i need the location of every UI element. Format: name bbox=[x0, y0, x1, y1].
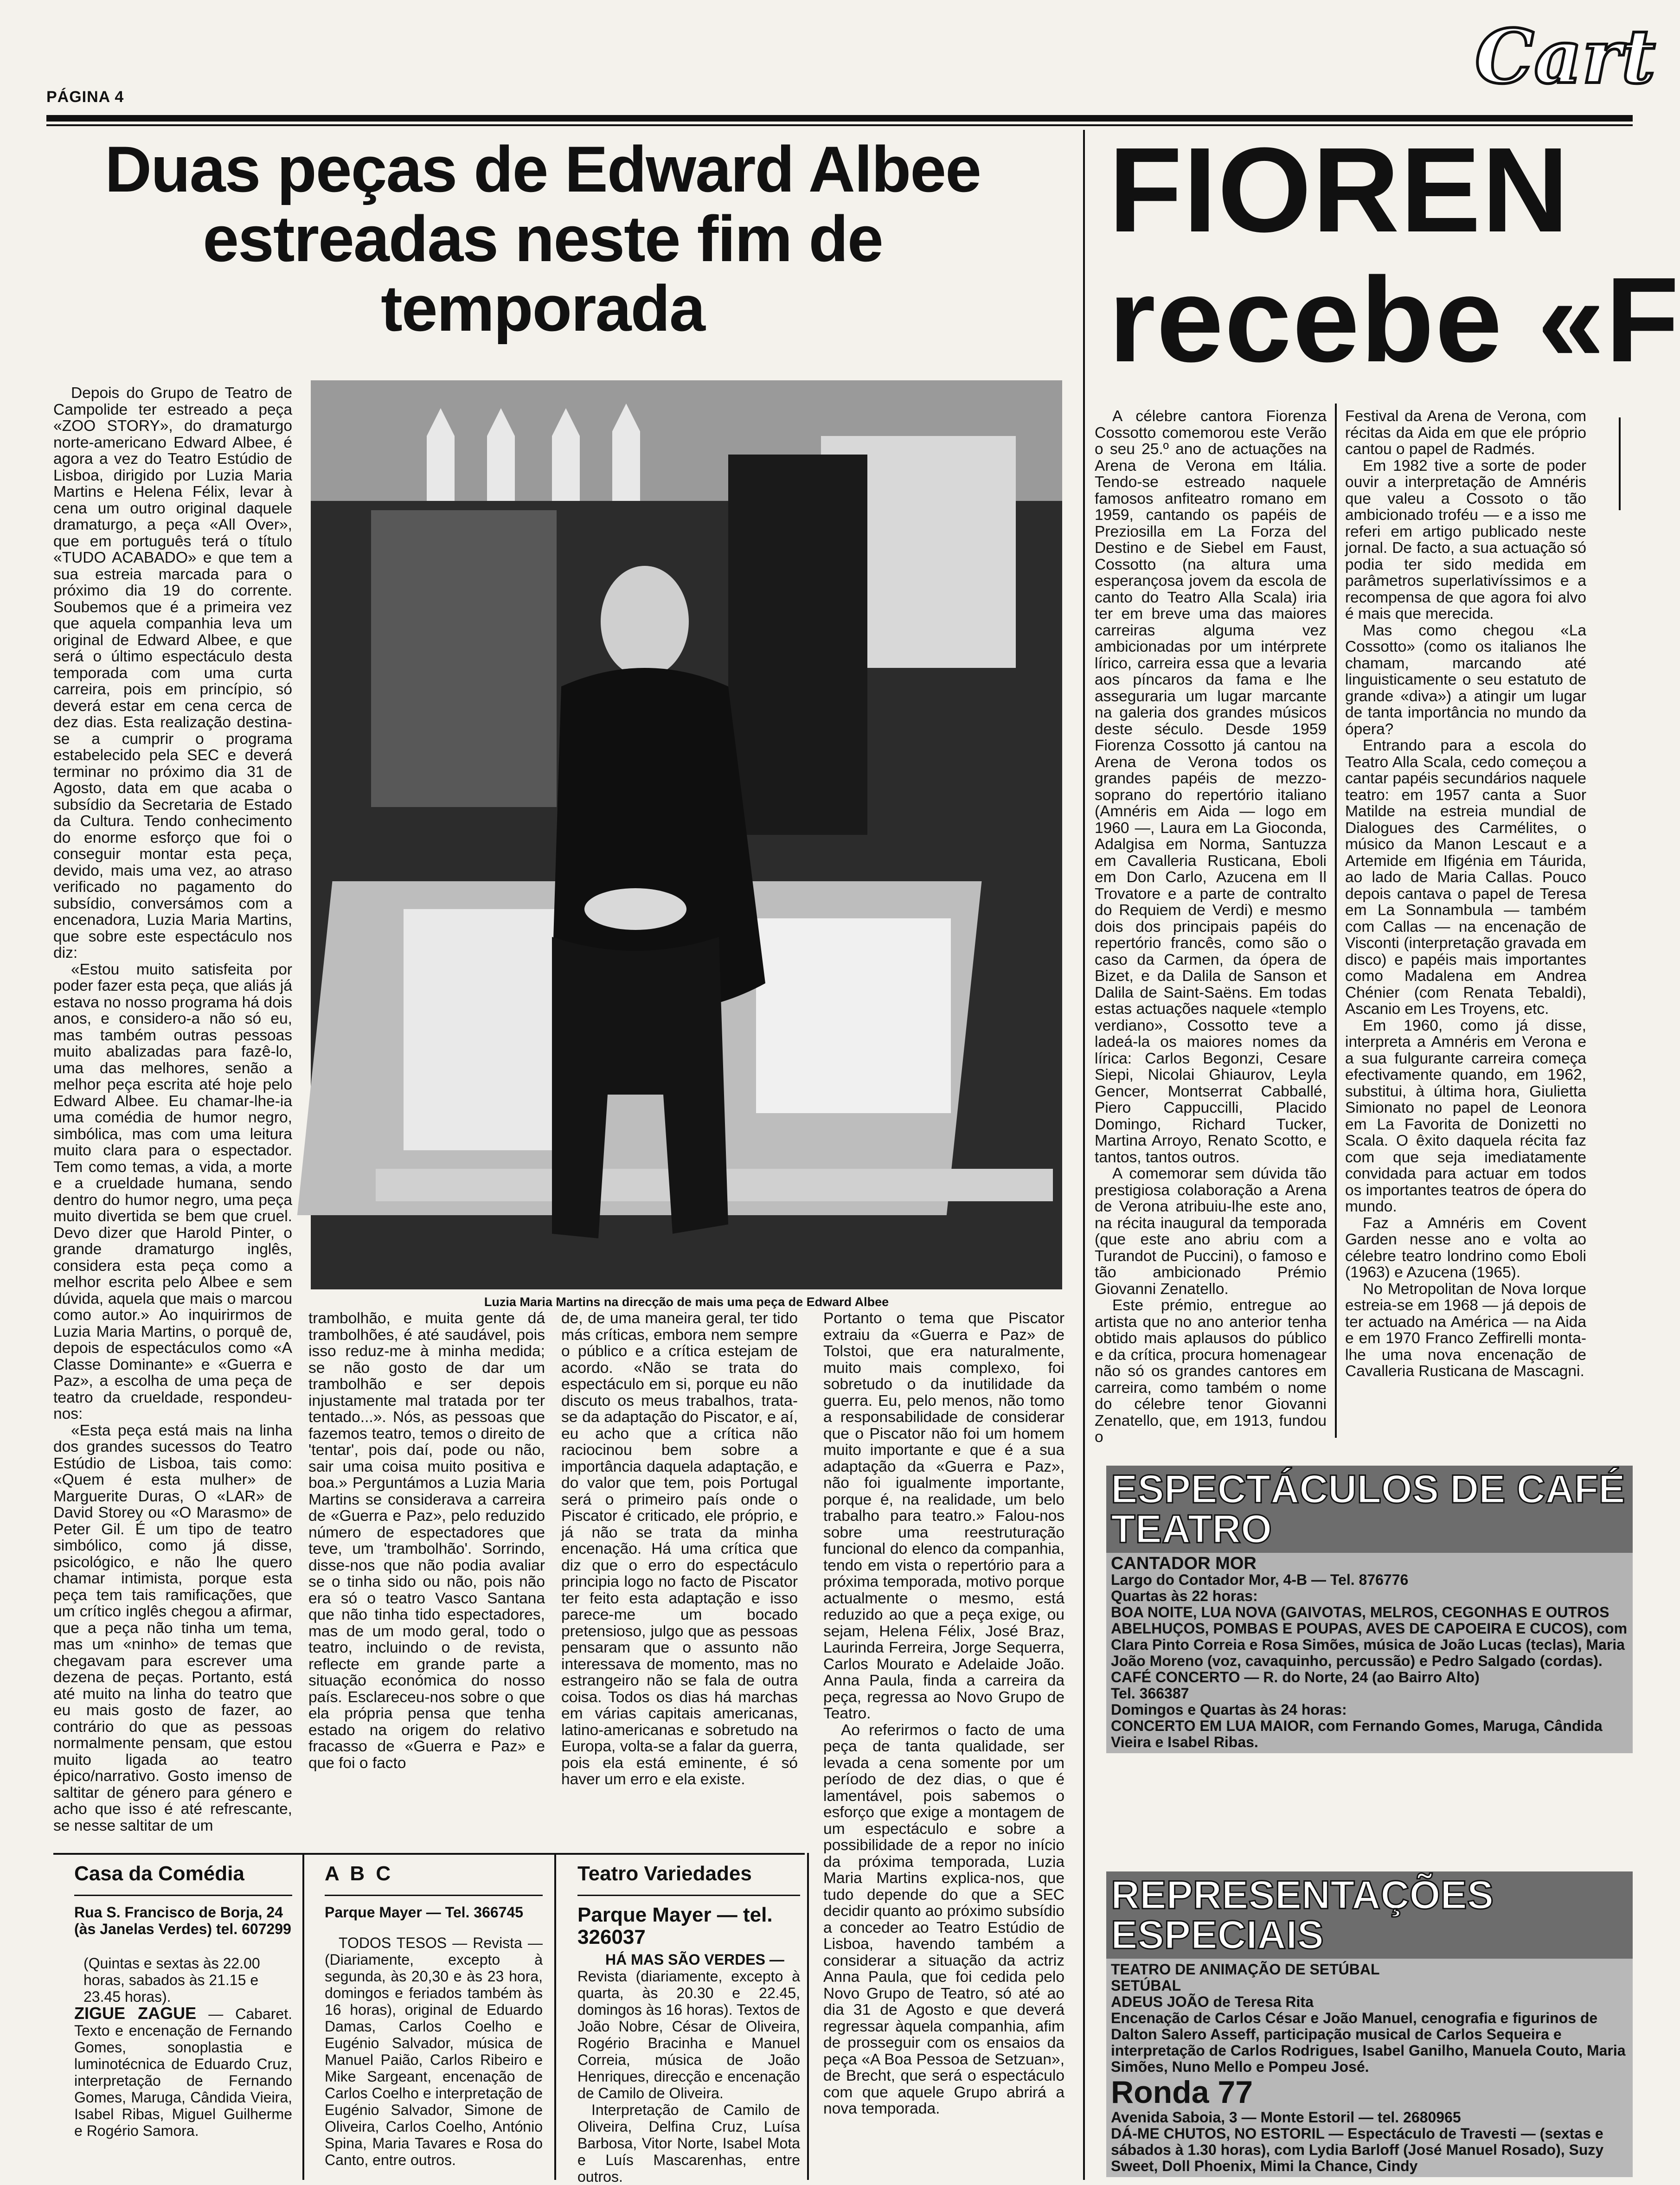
side-headline-line-2: recebe «F bbox=[1109, 253, 1680, 387]
photo-illustration bbox=[311, 380, 1062, 1289]
article-column-3 bbox=[561, 1310, 798, 1841]
venue-phone-2: Tel. 366387 bbox=[1111, 1685, 1189, 1702]
paragraph: de, de uma maneira geral, ter tido más críticas, embora nem sempre o público e a crítica estejam de acordo. «Não se trata do espectáculo em si, porque eu não discuto os meus trabalhos, trata-se da adaptação do Piscator, e aí, eu acho que a crítica não raciocinou bem sobre a importância daquela adaptação, e do valor que tem, pois Portugal será o primeiro país onde o Piscator é criticado, ele próprio, e já não se trata da minha encenação. Há uma crítica que diz que o erro do espectáculo principia logo no facto de Piscator ter feito esta adaptação e isso parece-me um bocado pretensioso, julgo que as pessoas pensaram que o assunto não interessava de momento, mas no estrangeiro não se fala de outra coisa. Todos os dias há marchas em várias capitais americanas, latino-americanas e sobretudo na Europa, volta-se a falar da guerra, pois ela está eminente, é só haver um erro e ela existe. bbox=[561, 1310, 798, 1788]
show-credits: Encenação de Carlos César e João Manuel, cenografia e figurinos de Dalton Salero Asseff, participação musical de Carlos Sequeira e interpretação de Carlos Rodrigues, Isabel Ganilho, Manuela Couto, Maria Simões, Nuno Mello e Pompeu José. bbox=[1111, 2010, 1626, 2075]
listing-details bbox=[74, 2005, 292, 2139]
paragraph: Festival da Arena de Verona, com récitas da Aida em que ele próprio cantou o papel de Radmés. bbox=[1345, 408, 1586, 458]
venue-city: SETÚBAL bbox=[1111, 1977, 1181, 1994]
venue-address: Largo do Contador Mor, 4-B — Tel. 876776 bbox=[1111, 1571, 1409, 1588]
listing-title-rule bbox=[325, 1895, 543, 1896]
paragraph: Em 1960, como já disse, interpreta a Amnéris em Verona e a sua fulgurante carreira começa efectivamente quando, em 1962, substitui, à última hora, Giulietta Simionato no papel de Leonora em La Favorita de Donizetti no Scala. O êxito daquela récita faz com que seja imediatamente convidada para actuar em todos os importantes teatros de ópera do mundo. bbox=[1345, 1017, 1586, 1215]
paragraph: trambolhão, e muita gente dá trambolhões, é até saudável, pois isso reduz-me à minha medida; se não gosto de dar um trambolhão e ser depois injustamente mal tratada por ter tentado...». Nós, as pessoas que fazemos teatro, temos o direito de 'tentar', pois daí, pode ou não, sair uma coisa muito positiva e boa.» Perguntámos a Luzia Maria Martins se considerava a carreira de «Guerra e Paz», pelo reduzido número de espectadores que teve, um 'trambolhão'. Sorrindo, disse-nos que não podia avaliar se o tinha sido ou não, pois não era só o teatro Vasco Santana que não tinha tido espectadores, mas de um modo geral, todo o teatro, incluindo o de revista, reflecte em grande parte a situação económica do nosso país. Esclareceu-nos sobre o que ela própria pensa que tenha estado na origem do relativo fracasso de «Guerra e Paz» e que foi o facto bbox=[308, 1310, 545, 1772]
paragraph: Mas como chegou «La Cossotto» (como os italianos lhe chamam, marcando até linguisticamente o seu estatuto de grande «diva») a atingir um lugar de tanta importância no mundo da ópera? bbox=[1345, 622, 1586, 738]
listings-divider bbox=[807, 1853, 809, 2180]
venue-name-2: CAFÉ CONCERTO — R. do Norte, 24 (ao Bairro Alto) bbox=[1111, 1669, 1480, 1685]
cafe-teatro-body bbox=[1106, 1553, 1633, 1753]
masthead-rule bbox=[46, 115, 1633, 122]
ronda-show: DÁ-ME CHUTOS, NO ESTORIL — Espectáculo de Travesti — (sextas e sábados à 1.30 horas), com Lydia Barloff (José Manuel Rosado), Suzy Sweet, Doll Phoenix, Mimi la Chance, Cindy bbox=[1111, 2125, 1604, 2174]
paragraph: Faz a Amnéris em Covent Garden nesse ano e volta ao célebre teatro londrino como Eboli (1963) e Azucena (1965). bbox=[1345, 1214, 1586, 1281]
listings-rule bbox=[53, 1853, 805, 1855]
paragraph: Ao referirmos o facto de uma peça de tanta qualidade, ser levada a cena somente por um período de dez dias, o que é lamentável, pois sabemos o esforço que exige a montagem de um espectáculo e sobre a possibilidade de a repor no início da próxima temporada, Luzia Maria Martins explica-nos, que tudo depende do que a SEC decidir quanto ao próximo subsídio a conceder ao Teatro Estúdio de Lisboa, havendo também a considerar a situação da actriz Anna Paula, que foi cedida pelo Novo Grupo de Teatro, só até ao dia 31 de Agosto e que deverá regressar àquela companhia, afim de prosseguir com os ensaios da peça «A Boa Pessoa de Setzuan», de Brecht, que será o espectáculo com que aquele Grupo abrirá a nova temporada. bbox=[823, 1721, 1064, 2117]
listings-divider bbox=[302, 1853, 304, 2180]
page-number: PÁGINA 4 bbox=[46, 88, 124, 106]
ronda-title: Ronda 77 bbox=[1111, 2075, 1253, 2110]
listing-address: Parque Mayer — tel. 326037 bbox=[577, 1903, 773, 1948]
paragraph: Depois do Grupo de Teatro de Campolide ter estreado a peça «ZOO STORY», do dramaturgo norte-americano Edward Albee, é agora a vez do Teatro Estúdio de Lisboa, dirigido por Luzia Maria Martins e Helena Félix, levar à cena um outro original daquele dramaturgo, a peça «All Over», que em português terá o título «TUDO ACABADO» e que tem a sua estreia marcada para o próximo dia 19 do corrente. Soubemos que é a primeira vez que aquela companhia leva um original de Edward Albee, e que será o último espectáculo desta temporada com uma curta carreira, pois em princípio, só deverá estar em cena cerca de dez dias. Esta realização destina-se a cumprir o programa estabelecido pela SEC e deverá terminar no próximo dia 31 de Agosto, data em que acaba o subsídio da Secretaria de Estado da Cultura. Tendo conhecimento do enorme esforço que foi o conseguir montar esta peça, devido, mais uma vez, ao atraso verificado no pagamento do subsídio, conversámos com a encenadora, Luzia Maria Martins, que sobre este espectáculo nos diz: bbox=[53, 384, 292, 961]
listing-title-rule bbox=[74, 1895, 292, 1896]
representacoes-body bbox=[1106, 1959, 1633, 2177]
article-column-4 bbox=[823, 1310, 1064, 2180]
paragraph: No Metropolitan de Nova Iorque estreia-se em 1968 — já depois de ter actuado na América — na Aida e em 1970 Franco Zeffirelli monta-lhe uma nova encenação de Cavalleria Rusticana de Mascagni. bbox=[1345, 1280, 1586, 1380]
show-description-2: CONCERTO EM LUA MAIOR, com Fernando Gomes, Maruga, Cândida Vieira e Isabel Ribas. bbox=[1111, 1717, 1603, 1750]
column-divider bbox=[1335, 404, 1337, 1438]
side-column-2 bbox=[1345, 408, 1586, 1456]
paragraph: «Estou muito satisfeita por poder fazer esta peça, que aliás já estava no nosso programa há dois anos, e considero-a não só eu, mas também outras pessoas muito abalizadas para fazê-lo, uma das melhores, senão a melhor peça escrita até hoje pelo Edward Albee. Eu chamar-lhe-ia uma comédia de humor negro, simbólica, mas com uma leitura muito clara para o espectador. Tem como temas, a vida, a morte e a crueldade humana, sendo dentro do humor negro, uma peça muito divertida se bem que cruel. Devo dizer que Harold Pinter, o grande dramaturgo inglês, considera esta peça como a melhor escrita pelo Albee e sem dúvida, aquela que mais o marcou como autor.» Ao inquirirmos de Luzia Maria Martins, o porquê de, depois de espectáculos como «A Classe Dominante» e «Guerra e Paz», a escolha de uma peça de teatro da crueldade, respondeu-nos: bbox=[53, 961, 292, 1422]
representacoes-box bbox=[1106, 1871, 1633, 2180]
paragraph: Em 1982 tive a sorte de poder ouvir a interpretação de Amnéris que valeu a Cossoto o tão ambicionado troféu — e a isso me referi em artigo publicado neste jornal. De facto, a sua actuação só podia ter sido medida em parâmetros superlativíssimos e a recompensa de que agora foi alvo é mais que merecida. bbox=[1345, 457, 1586, 622]
venue-name: TEATRO DE ANIMAÇÃO DE SETÚBAL bbox=[1111, 1961, 1380, 1978]
listing-casa-da-comedia bbox=[74, 1862, 292, 2178]
listing-cast: Interpretação de Camilo de Oliveira, Delfina Cruz, Luísa Barbosa, Vitor Norte, Isabel Mota e Luís Mascarenhas, entre outros. bbox=[577, 2102, 800, 2185]
side-headline-line-1: FIOREN bbox=[1109, 123, 1570, 257]
venue-schedule: Quartas às 22 horas: bbox=[1111, 1588, 1258, 1604]
listing-description: Revista (diariamente, excepto à quarta, às 20.30 e 22.45, domingos às 16 horas). Textos de João Nobre, César de Oliveira, Rogério Bracinha e Manuel Correia, música de João Henriques, direcção e encenação de Camilo de Oliveira. bbox=[577, 1968, 800, 2102]
article-column-1 bbox=[53, 385, 292, 1841]
paragraph: Este prémio, entregue ao artista que no ano anterior tenha obtido mais aplausos do público e da crítica, procura homenagear não só os grandes cantores em carreira, como também o nome do célebre tenor Giovanni Zenatello, que, em 1913, fundou o bbox=[1095, 1297, 1327, 1446]
paragraph: A célebre cantora Fiorenza Cossotto comemorou este Verão o seu 25.º ano de actuações na Arena de Verona em Itália. Tendo-se estreado naquele famosos anfiteatro romano em 1959, cantando os papéis de Preziosilla em La Forza del Destino e de Siebel em Faust, Cossotto (na altura uma esperançosa jovem da escola de canto do Teatro Alla Scala) iria ter em breve uma das maiores carreiras alguma vez ambicionadas por um intérprete lírico, carreira essa que a levaria aos píncaros da fama e lhe asseguraria um lugar marcante na galeria dos grandes músicos deste século. Desde 1959 Fiorenza Cossotto já cantou na Arena de Verona todos os grandes papéis de mezzo-soprano do repertório italiano (Amnéris em Aida — logo em 1960 —, Laura em La Gioconda, Adalgisa em Norma, Santuzza em Cavalleria Rusticana, Eboli em Don Carlo, Azucena em Il Trovatore e a parte de contralto do Requiem de Verdi) e mesmo dois dos principais papéis do repertório francês, como são o caso da Carmen, da ópera de Bizet, e da Dalila de Sanson et Dalila de Saint-Saëns. Em todas estas actuações naquele «templo verdiano», Cossotto teve a ladeá-la os maiores nomes da lírica: Carlos Begonzi, Cesare Siepi, Nicolai Ghiaurov, Leyla Gencer, Montserrat Cabballé, Piero Cappuccilli, Placido Domingo, Richard Tucker, Martina Arroyo, Renato Scotto, e tantos, tantos outros. bbox=[1095, 408, 1327, 1166]
show-description: BOA NOITE, LUA NOVA (GAIVOTAS, MELROS, CEGONHAS E OUTROS ABELHUÇOS, POMBAS E POUPAS, AVES DE CAPOEIRA E CUCOS), com Clara Pinto Correia e Rosa Simões, música de João Lucas (teclas), Maria João Moreno (voz, cavaquinho, percussão) e Pedro Salgado (cordas). bbox=[1111, 1604, 1628, 1669]
venue-name: CANTADOR MOR bbox=[1111, 1554, 1257, 1573]
side-column-1 bbox=[1095, 408, 1327, 1456]
listing-abc bbox=[325, 1862, 543, 2178]
listing-show: HÁ MAS SÃO VERDES — bbox=[605, 1951, 784, 1968]
listing-title-rule bbox=[577, 1895, 800, 1896]
listing-description: TODOS TESOS — Revista — (Diariamente, excepto à segunda, às 20,30 e às 23 hora, domingos e feriados também às 16 horas), original de Eduardo Damas, Carlos Coelho e Eugénio Salvador, música de Manuel Paião, Carlos Ribeiro e Mike Sargeant, encenação de Carlos Coelho e interpretação de Eugénio Salvador, Simone de Oliveira, Carlos Coelho, António Spina, Maria Tavares e Rosa do Canto, entre outros. bbox=[325, 1935, 543, 2168]
column-divider bbox=[1619, 417, 1621, 510]
paragraph: A comemorar sem dúvida tão prestigiosa colaboração a Arena de Verona atribuiu-lhe este ano, na récita inaugural da temporada (que este ano abriu com a Turandot de Puccini), o famoso e tão ambicionado Prémio Giovanni Zenatello. bbox=[1095, 1165, 1327, 1298]
section-divider bbox=[1083, 130, 1085, 2180]
representacoes-title: REPRESENTAÇÕES ESPECIAIS bbox=[1106, 1871, 1633, 1959]
cafe-teatro-title: ESPECTÁCULOS DE CAFÉ TEATRO bbox=[1106, 1466, 1633, 1553]
paragraph: Entrando para a escola do Teatro Alla Scala, cedo começou a cantar papéis secundários naquele teatro: em 1957 canta a Suor Matilde na estreia mundial de Dialogues des Carmélites, o músico da Manon Lescaut e a Artemide em Ifigénia em Táurida, ao lado de Maria Callas. Pouco depois cantava o papel de Teresa em La Sonnambula — também com Callas — na encenação de Visconti (interpretação gravada em disco) e papéis mais importantes como Madalena em Andrea Chénier (com Renata Tebaldi), Ascanio em Les Troyens, etc. bbox=[1345, 737, 1586, 1018]
show-title: ADEUS JOÃO de Teresa Rita bbox=[1111, 1993, 1314, 2010]
newspaper-logo: Cart bbox=[1475, 13, 1656, 100]
article-column-2 bbox=[308, 1310, 545, 1841]
ronda-address: Avenida Saboia, 3 — Monte Estoril — tel. 2680965 bbox=[1111, 2109, 1461, 2126]
listing-address: Rua S. Francisco de Borja, 24 (às Janelas Verdes) tel. 607299 bbox=[74, 1904, 291, 1937]
paragraph: «Esta peça está mais na linha dos grandes sucessos do Teatro Estúdio de Lisboa, tais como: «Quem é esta mulher» de Marguerite Duras, O «LAR» de David Storey ou «O Marasmo» de Peter Gil. É um tipo de teatro simbólico, como já disse, psicológico, e não lhe quero chamar intimista, porque esta peça tem tais ramificações, que um crítico inglês chegou a afirmar, que a peça não tinha um tema, mas um «ninho» de temas que chegavam para escrever uma dezena de peças. Portanto, está até muito na linha do teatro que eu mais gosto de fazer, ao contrário do que as pessoas normalmente pensam, que estou muito ligada ao teatro épico/narrativo. Gosto imenso de saltitar de género para género e acho que isso é até refrescante, se nesse saltitar de um bbox=[53, 1422, 292, 1834]
main-headline: Duas peças de Edward Albee estreadas neste fim de temporada bbox=[105, 133, 981, 345]
listing-title: A B C bbox=[325, 1862, 394, 1885]
paragraph: Portanto o tema que Piscator extraiu da «Guerra e Paz» de Tolstoi, que era naturalmente, muito mais complexo, foi sobretudo o da inutilidade da guerra. Eu, pelo menos, não tomo a responsabilidade de considerar que o Piscator não foi um homem muito importante e que é a sua adaptação da «Guerra e Paz», não foi igualmente importante, porque é, na realidade, um belo trabalho para teatro.» Falou-nos sobre uma reestruturação funcional do elenco da companhia, tendo em vista o repertório para a próxima temporada, motivo porque actualmente o mesmo, está reduzido ao que a peça exige, ou sejam, Helena Félix, José Braz, Laurinda Ferreira, Jorge Sequerra, Carlos Mourato e Adelaide João. Anna Paula, finda a carreira da peça, regressa ao Novo Grupo de Teatro. bbox=[823, 1310, 1064, 1722]
venue-schedule-2: Domingos e Quartas às 24 horas: bbox=[1111, 1701, 1347, 1718]
listing-description: — Cabaret. Texto e encenação de Fernando Gomes, sonoplastia e luminotécnica de Eduardo Cruz, interpretação de Fernando Gomes, Maruga, Cândida Vieira, Isabel Ribas, Miguel Guilherme e Rogério Samora. bbox=[74, 2006, 292, 2139]
photo-caption: Luzia Maria Martins na direcção de mais uma peça de Edward Albee bbox=[484, 1295, 889, 1309]
listing-show: ZIGUE ZAGUE bbox=[74, 2004, 197, 2023]
listings-divider bbox=[554, 1853, 556, 2180]
listing-teatro-variedades bbox=[577, 1862, 800, 2185]
listing-title: Casa da Comédia bbox=[74, 1862, 244, 1885]
listing-title: Teatro Variedades bbox=[577, 1862, 752, 1885]
listing-address: Parque Mayer — Tel. 366745 bbox=[325, 1904, 524, 1921]
listing-schedule: (Quintas e sextas às 22.00 horas, sabados às 21.15 e 23.45 horas). bbox=[83, 1955, 260, 2005]
cafe-teatro-box bbox=[1106, 1466, 1633, 1865]
side-headline bbox=[1109, 123, 1680, 387]
article-photo bbox=[311, 380, 1062, 1289]
